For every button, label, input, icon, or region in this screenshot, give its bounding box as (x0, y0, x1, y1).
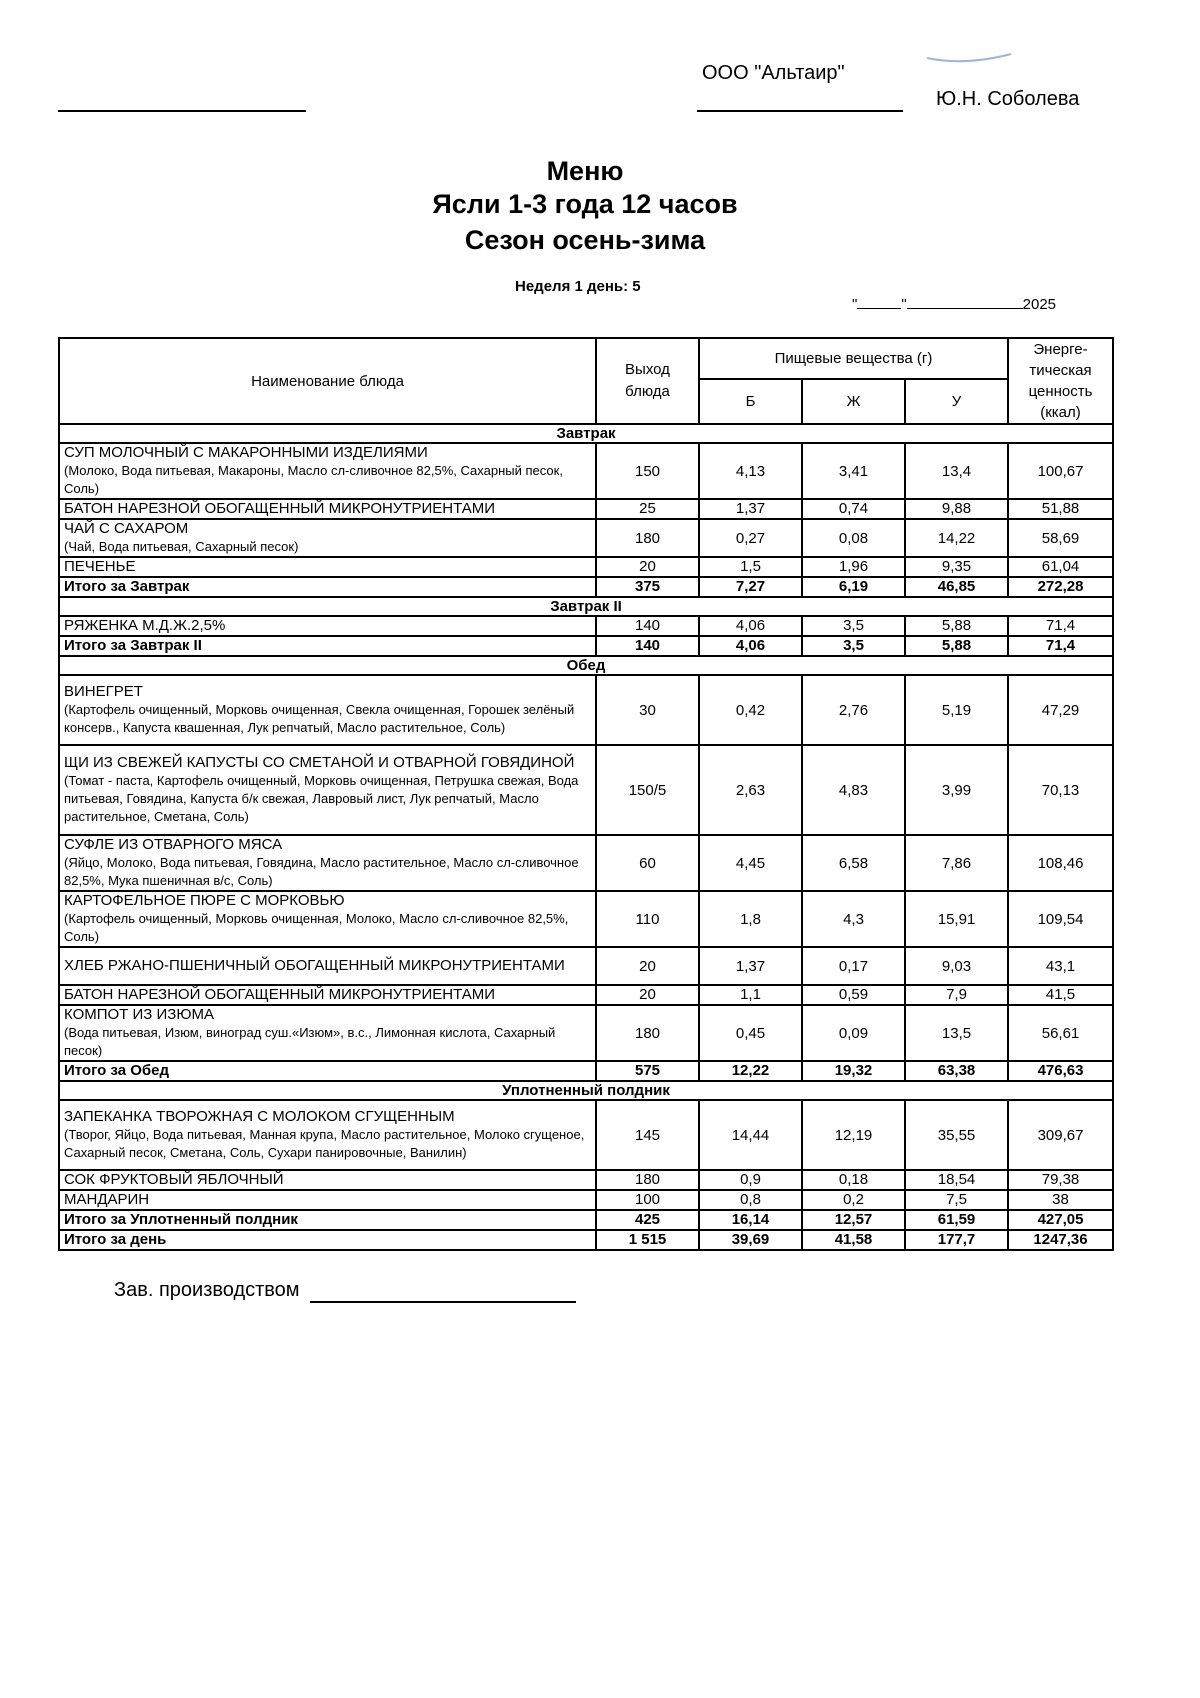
yield-cell: 20 (596, 947, 699, 985)
dish-cell (59, 443, 596, 499)
energy-cell: 51,88 (1008, 499, 1113, 519)
dish-name: ВИНЕГРЕТ (64, 683, 143, 700)
energy-cell: 41,5 (1008, 985, 1113, 1005)
day-total-energy-cell: 1247,36 (1008, 1230, 1113, 1250)
signature-line-approver (697, 110, 903, 112)
day-total-protein-cell: 39,69 (699, 1230, 802, 1250)
fat-cell: 4,83 (802, 745, 905, 835)
energy-cell: 70,13 (1008, 745, 1113, 835)
protein-cell: 0,9 (699, 1170, 802, 1190)
dish-name: ХЛЕБ РЖАНО-ПШЕНИЧНЫЙ ОБОГАЩЕННЫЙ МИКРОНУТРИЕНТАМИ (64, 957, 565, 974)
dish-name: ПЕЧЕНЬЕ (64, 558, 136, 575)
section-total-row (59, 1210, 1113, 1230)
protein-cell: 4,06 (699, 616, 802, 636)
energy-cell: 108,46 (1008, 835, 1113, 891)
yield-cell: 30 (596, 675, 699, 745)
protein-cell: 1,37 (699, 947, 802, 985)
section-total-row (59, 636, 1113, 656)
table-row (59, 985, 1113, 1005)
fat-cell: 1,96 (802, 557, 905, 577)
total-label: Итого за Обед (59, 1061, 596, 1081)
protein-cell: 0,27 (699, 519, 802, 557)
section-title: Завтрак (59, 424, 1113, 443)
carbs-cell: 9,35 (905, 557, 1008, 577)
header-yield: Выход блюда (596, 338, 699, 424)
table-row (59, 1190, 1113, 1210)
carbs-cell: 13,5 (905, 1005, 1008, 1061)
dish-ingredients: (Картофель очищенный, Морковь очищенная, Молоко, Масло сл-сливочное 82,5%, Соль) (64, 911, 569, 944)
dish-name: СОК ФРУКТОВЫЙ ЯБЛОЧНЫЙ (64, 1171, 284, 1188)
dish-name: КАРТОФЕЛЬНОЕ ПЮРЕ С МОРКОВЬЮ (64, 892, 345, 909)
total-label: Итого за Завтрак (59, 577, 596, 597)
yield-cell: 150/5 (596, 745, 699, 835)
carbs-cell: 5,88 (905, 616, 1008, 636)
protein-cell: 1,5 (699, 557, 802, 577)
dish-cell (59, 1170, 596, 1190)
energy-cell: 38 (1008, 1190, 1113, 1210)
total-yield-cell: 375 (596, 577, 699, 597)
dish-ingredients: (Яйцо, Молоко, Вода питьевая, Говядина, Масло растительное, Масло сл-сливочное 82,5%, Мука пшеничная в/с, Соль) (64, 855, 579, 888)
protein-cell: 1,8 (699, 891, 802, 947)
header-nutrients: Пищевые вещества (г) (699, 338, 1008, 379)
organization-name: ООО "Альтаир" (702, 62, 845, 84)
energy-cell: 47,29 (1008, 675, 1113, 745)
section-header-row (59, 597, 1113, 616)
menu-table (58, 337, 1114, 1251)
protein-cell: 0,45 (699, 1005, 802, 1061)
total-energy-cell: 272,28 (1008, 577, 1113, 597)
day-total-row (59, 1230, 1113, 1250)
carbs-cell: 5,19 (905, 675, 1008, 745)
dish-ingredients: (Творог, Яйцо, Вода питьевая, Манная крупа, Масло растительное, Молоко сгущеное, Сахарный песок, Сметана, Соль, Сухари панировочные, Ванилин) (64, 1127, 585, 1160)
total-carbs-cell: 63,38 (905, 1061, 1008, 1081)
protein-cell: 0,8 (699, 1190, 802, 1210)
energy-cell: 58,69 (1008, 519, 1113, 557)
dish-cell (59, 891, 596, 947)
yield-cell: 145 (596, 1100, 699, 1170)
table-row (59, 499, 1113, 519)
fat-cell: 2,76 (802, 675, 905, 745)
yield-cell: 100 (596, 1190, 699, 1210)
total-carbs-cell: 46,85 (905, 577, 1008, 597)
carbs-cell: 7,5 (905, 1190, 1008, 1210)
carbs-cell: 35,55 (905, 1100, 1008, 1170)
document-subtitle-age-group: Ясли 1-3 года 12 часов (432, 189, 738, 219)
yield-cell: 20 (596, 985, 699, 1005)
protein-cell: 4,13 (699, 443, 802, 499)
total-fat-cell: 3,5 (802, 636, 905, 656)
total-fat-cell: 12,57 (802, 1210, 905, 1230)
dish-cell (59, 745, 596, 835)
section-total-row (59, 1061, 1113, 1081)
dish-name: ЗАПЕКАНКА ТВОРОЖНАЯ С МОЛОКОМ СГУЩЕННЫМ (64, 1108, 455, 1125)
dish-cell (59, 1190, 596, 1210)
dish-name: СУФЛЕ ИЗ ОТВАРНОГО МЯСА (64, 836, 283, 853)
total-fat-cell: 19,32 (802, 1061, 905, 1081)
dish-name: БАТОН НАРЕЗНОЙ ОБОГАЩЕННЫЙ МИКРОНУТРИЕНТАМИ (64, 500, 496, 517)
yield-cell: 25 (596, 499, 699, 519)
total-label: Итого за Завтрак II (59, 636, 596, 656)
signature-mark (925, 46, 1015, 66)
table-row (59, 835, 1113, 891)
section-title: Уплотненный полдник (59, 1081, 1113, 1100)
energy-cell: 71,4 (1008, 616, 1113, 636)
fat-cell: 3,5 (802, 616, 905, 636)
total-carbs-cell: 5,88 (905, 636, 1008, 656)
total-protein-cell: 7,27 (699, 577, 802, 597)
dish-cell (59, 557, 596, 577)
dish-name: РЯЖЕНКА М.Д.Ж.2,5% (64, 617, 226, 634)
date-quote-open: " (852, 296, 858, 313)
table-row (59, 519, 1113, 557)
yield-cell: 140 (596, 616, 699, 636)
fat-cell: 4,3 (802, 891, 905, 947)
yield-cell: 20 (596, 557, 699, 577)
carbs-cell: 7,9 (905, 985, 1008, 1005)
date-quote-close: " (901, 296, 907, 313)
table-row (59, 616, 1113, 636)
section-header-row (59, 656, 1113, 675)
fat-cell: 0,18 (802, 1170, 905, 1190)
dish-name: СУП МОЛОЧНЫЙ С МАКАРОННЫМИ ИЗДЕЛИЯМИ (64, 444, 428, 461)
week-day-label: Неделя 1 день: 5 (515, 278, 641, 295)
fat-cell: 0,09 (802, 1005, 905, 1061)
dish-name: КОМПОТ ИЗ ИЗЮМА (64, 1006, 215, 1023)
table-row (59, 891, 1113, 947)
dish-cell (59, 616, 596, 636)
protein-cell: 2,63 (699, 745, 802, 835)
table-row (59, 557, 1113, 577)
header-dish-name: Наименование блюда (59, 338, 596, 424)
date-year: 2025 (1022, 296, 1057, 313)
dish-ingredients: (Вода питьевая, Изюм, виноград суш.«Изюм», в.с., Лимонная кислота, Сахарный песок) (64, 1025, 556, 1058)
table-row (59, 1170, 1113, 1190)
protein-cell: 1,37 (699, 499, 802, 519)
header-fat: Ж (802, 379, 905, 424)
energy-cell: 61,04 (1008, 557, 1113, 577)
day-total-fat-cell: 41,58 (802, 1230, 905, 1250)
fat-cell: 12,19 (802, 1100, 905, 1170)
total-yield-cell: 425 (596, 1210, 699, 1230)
total-protein-cell: 16,14 (699, 1210, 802, 1230)
section-header-row (59, 424, 1113, 443)
protein-cell: 0,42 (699, 675, 802, 745)
yield-cell: 150 (596, 443, 699, 499)
carbs-cell: 9,03 (905, 947, 1008, 985)
dish-ingredients: (Молоко, Вода питьевая, Макароны, Масло сл-сливочное 82,5%, Сахарный песок, Соль) (64, 463, 563, 496)
yield-cell: 180 (596, 1170, 699, 1190)
fat-cell: 0,08 (802, 519, 905, 557)
total-energy-cell: 427,05 (1008, 1210, 1113, 1230)
menu-table-body (59, 424, 1113, 1250)
fat-cell: 3,41 (802, 443, 905, 499)
production-manager-label: Зав. производством (114, 1279, 300, 1301)
dish-cell (59, 1005, 596, 1061)
energy-cell: 100,67 (1008, 443, 1113, 499)
protein-cell: 4,45 (699, 835, 802, 891)
section-total-row (59, 577, 1113, 597)
total-label: Итого за Уплотненный полдник (59, 1210, 596, 1230)
yield-cell: 180 (596, 1005, 699, 1061)
date-line (852, 296, 1056, 313)
day-total-yield-cell: 1 515 (596, 1230, 699, 1250)
carbs-cell: 7,86 (905, 835, 1008, 891)
dish-cell (59, 519, 596, 557)
yield-cell: 180 (596, 519, 699, 557)
energy-cell: 56,61 (1008, 1005, 1113, 1061)
energy-cell: 109,54 (1008, 891, 1113, 947)
total-yield-cell: 575 (596, 1061, 699, 1081)
dish-ingredients: (Чай, Вода питьевая, Сахарный песок) (64, 539, 299, 554)
total-carbs-cell: 61,59 (905, 1210, 1008, 1230)
total-yield-cell: 140 (596, 636, 699, 656)
total-fat-cell: 6,19 (802, 577, 905, 597)
energy-cell: 43,1 (1008, 947, 1113, 985)
dish-cell (59, 835, 596, 891)
production-signature-line (310, 1301, 576, 1303)
table-row (59, 443, 1113, 499)
dish-ingredients: (Томат - паста, Картофель очищенный, Морковь очищенная, Петрушка свежая, Вода питьевая, Говядина, Капуста б/к свежая, Лавровый лист, Лук репчатый, Масло растительное, Сметана, Соль) (64, 773, 579, 824)
dish-ingredients: (Картофель очищенный, Морковь очищенная, Свекла очищенная, Горошек зелёный консерв., Капуста квашенная, Лук репчатый, Масло растительное, Соль) (64, 702, 575, 735)
table-row (59, 947, 1113, 985)
day-total-carbs-cell: 177,7 (905, 1230, 1008, 1250)
table-row (59, 675, 1113, 745)
total-energy-cell: 71,4 (1008, 636, 1113, 656)
document-subtitle-season: Сезон осень-зима (464, 225, 706, 255)
table-row (59, 745, 1113, 835)
fat-cell: 0,74 (802, 499, 905, 519)
energy-cell: 79,38 (1008, 1170, 1113, 1190)
dish-name: ЧАЙ С САХАРОМ (64, 520, 189, 537)
section-title: Завтрак II (59, 597, 1113, 616)
carbs-cell: 13,4 (905, 443, 1008, 499)
fat-cell: 0,17 (802, 947, 905, 985)
protein-cell: 1,1 (699, 985, 802, 1005)
signature-line-left (58, 110, 306, 112)
carbs-cell: 15,91 (905, 891, 1008, 947)
dish-cell (59, 675, 596, 745)
dish-cell (59, 985, 596, 1005)
carbs-cell: 14,22 (905, 519, 1008, 557)
table-row (59, 1005, 1113, 1061)
table-row (59, 1100, 1113, 1170)
fat-cell: 6,58 (802, 835, 905, 891)
header-protein: Б (699, 379, 802, 424)
section-header-row (59, 1081, 1113, 1100)
total-energy-cell: 476,63 (1008, 1061, 1113, 1081)
protein-cell: 14,44 (699, 1100, 802, 1170)
dish-name: МАНДАРИН (64, 1191, 150, 1208)
yield-cell: 60 (596, 835, 699, 891)
carbs-cell: 9,88 (905, 499, 1008, 519)
header-energy: Энерге-тическая ценность (ккал) (1008, 338, 1113, 424)
total-protein-cell: 12,22 (699, 1061, 802, 1081)
fat-cell: 0,59 (802, 985, 905, 1005)
dish-name: ЩИ ИЗ СВЕЖЕЙ КАПУСТЫ СО СМЕТАНОЙ И ОТВАРНОЙ ГОВЯДИНОЙ (64, 754, 575, 771)
carbs-cell: 3,99 (905, 745, 1008, 835)
yield-cell: 110 (596, 891, 699, 947)
dish-name: БАТОН НАРЕЗНОЙ ОБОГАЩЕННЫЙ МИКРОНУТРИЕНТАМИ (64, 986, 496, 1003)
header-carbs: У (905, 379, 1008, 424)
carbs-cell: 18,54 (905, 1170, 1008, 1190)
dish-cell (59, 1100, 596, 1170)
day-total-label: Итого за день (59, 1230, 596, 1250)
energy-cell: 309,67 (1008, 1100, 1113, 1170)
dish-cell (59, 499, 596, 519)
signer-name: Ю.Н. Соболева (936, 88, 1080, 110)
total-protein-cell: 4,06 (699, 636, 802, 656)
fat-cell: 0,2 (802, 1190, 905, 1210)
dish-cell (59, 947, 596, 985)
section-title: Обед (59, 656, 1113, 675)
document-title: Меню (546, 156, 624, 186)
